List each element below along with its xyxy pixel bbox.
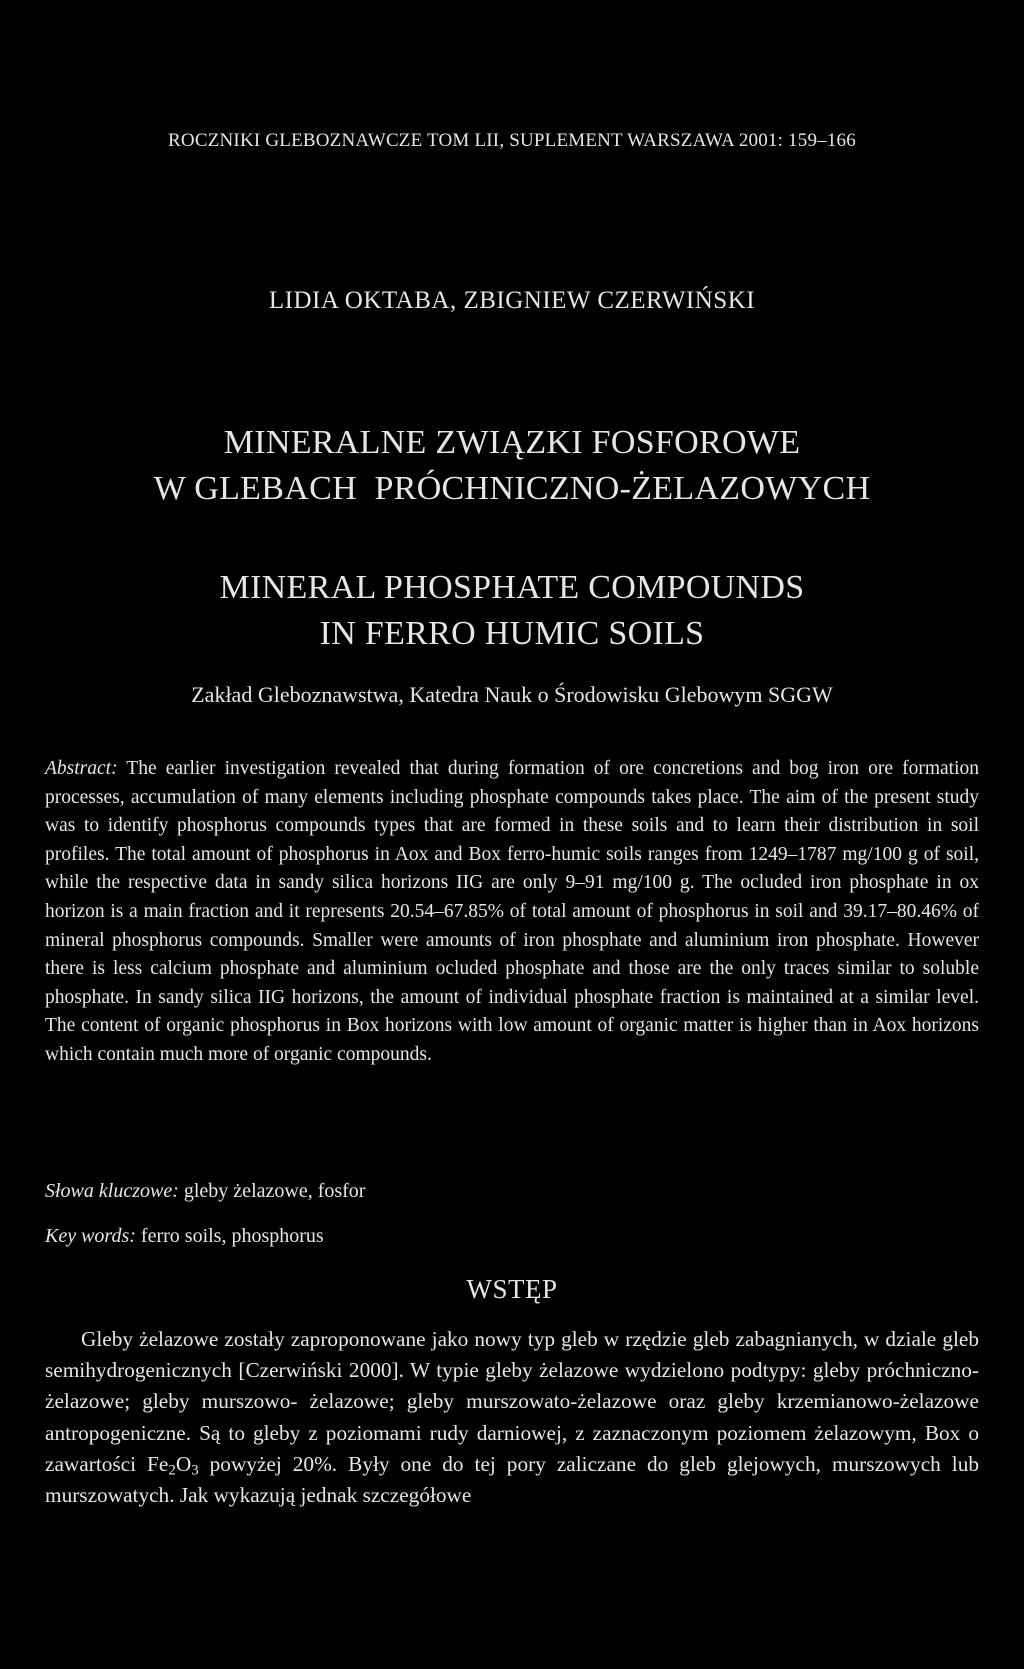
formula-base-o: O — [175, 1451, 192, 1476]
section-title: WSTĘP — [466, 1274, 558, 1304]
keywords-polish — [45, 1180, 979, 1203]
abstract — [45, 755, 979, 1070]
affiliation: Zakład Gleboznawstwa, Katedra Nauk o Środowisku Glebowym SGGW — [191, 682, 833, 707]
formula-sub-2: 2 — [168, 1462, 176, 1479]
abstract-text: The earlier investigation revealed that during formation of ore concretions and bog iron ore formation processes, accumulation of many elements including phosphate compounds takes place. The aim of the present study was to identify phosphorus compounds types that are formed in these soils and to learn their distribution in soil profiles. The total amount of phosphorus in Aox and Box ferro-humic soils ranges from 1249–1787 mg/100 g of soil, while the respective data in sandy silica horizons IIG are only 9–91 mg/100 g. The ocluded iron phosphate in ox horizon is a main fraction and it represents 20.54–67.85% of total amount of phosphorus in soil and 39.17–80.46% of mineral phosphorus compounds. Smaller were amounts of iron phosphate and aluminium iron phosphate. However there is less calcium phosphate and aluminium ocluded phosphate and those are the only traces similar to soluble phosphate. In sandy silica IIG horizons, the amount of individual phosphate fraction is maintained at a similar level. The content of organic phosphorus in Box horizons with low amount of organic matter is higher than in Aox horizons which contain much more of organic compounds. — [45, 758, 979, 1065]
intro-paragraph — [45, 1324, 979, 1511]
keywords-english-text: ferro soils, phosphorus — [140, 1225, 324, 1247]
title-english — [0, 565, 1024, 657]
formula-fe2o3 — [147, 1451, 199, 1479]
intro-text-part-1: Gleby żelazowe zostały zaproponowane jako nowy typ gleb w rzędzie gleb zabagnianych, w dziale gleb semihydrogenicznych [Czerwiński 2000]. W typie gleby żelazowe wydzielono podtypy: gleby próchniczno-żelazowe; gleby murszowo- żelazowe; gleby murszowato-żelazowe oraz gleby krzemianowo-żelazowe antropogeniczne. Są to gleby z poziomami rudy darniowej, z zaznaczonym poziomem żelazowym, Box o zawartości — [45, 1327, 979, 1476]
title-polish-line-1: MINERALNE ZWIĄZKI FOSFOROWE — [223, 424, 801, 461]
formula-base-fe: Fe — [147, 1451, 169, 1476]
intro-text-part-2: powyżej 20%. Były one do tej pory zaliczane do gleb glejowych, murszowych lub murszowatych. Jak wykazują jednak szczegółowe — [45, 1451, 979, 1508]
title-english-line-2: IN FERRO HUMIC SOILS — [319, 615, 705, 652]
keywords-polish-text: gleby żelazowe, fosfor — [183, 1180, 366, 1202]
title-polish-line-2: W GLEBACH PRÓCHNICZNO-ŻELAZOWYCH — [153, 470, 871, 507]
abstract-label: Abstract: — [45, 758, 118, 779]
title-polish — [0, 420, 1024, 512]
keywords-english-label: Key words: — [45, 1225, 136, 1247]
keywords-polish-label: Słowa kluczowe: — [45, 1180, 179, 1202]
authors: LIDIA OKTABA, ZBIGNIEW CZERWIŃSKI — [268, 287, 756, 314]
keywords-english — [45, 1225, 979, 1248]
journal-header: ROCZNIKI GLEBOZNAWCZE TOM LII, SUPLEMENT WARSZAWA 2001: 159–166 — [168, 130, 856, 151]
title-english-line-1: MINERAL PHOSPHATE COMPOUNDS — [219, 569, 805, 606]
formula-sub-3: 3 — [191, 1462, 199, 1479]
